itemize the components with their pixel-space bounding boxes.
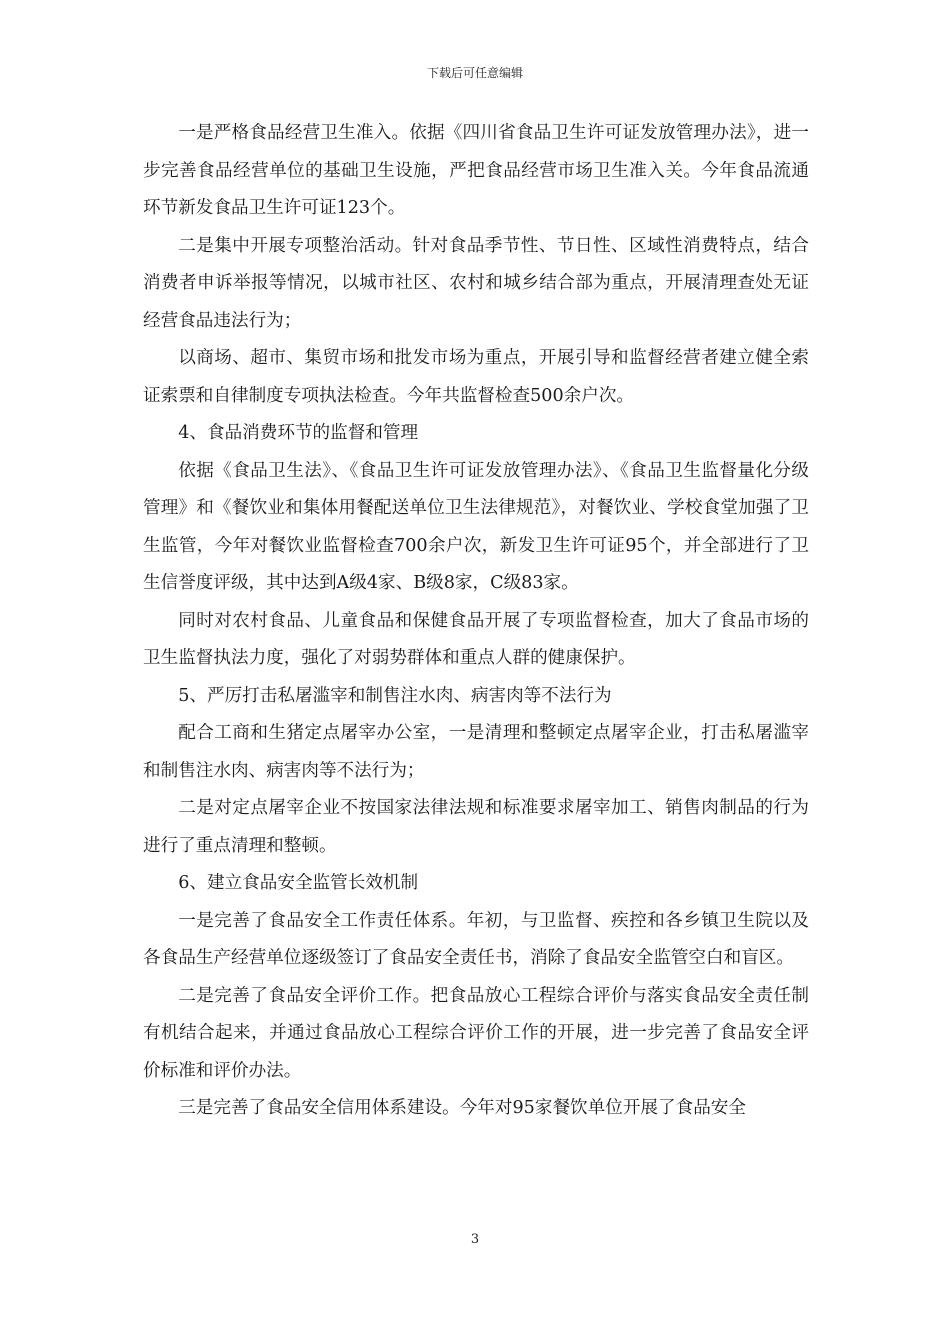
- page-header: 下载后可任意编辑: [426, 66, 523, 80]
- paragraph-9: 二是对定点屠宰企业不按国家法律法规和标准要求屠宰加工、销售肉制品的行为进行了重点清理和整顿。: [143, 798, 809, 856]
- page-number: 3: [470, 1232, 480, 1247]
- section-heading-6: 6、建立食品安全监管长效机制: [178, 873, 419, 893]
- paragraph-12: 二是完善了食品安全评价工作。把食品放心工程综合评价与落实食品安全责任制有机结合起来，并通过食品放心工程综合评价工作的开展，进一步完善了食品安全评价标准和评价办法。: [143, 985, 809, 1081]
- paragraph-8: 配合工商和生猪定点屠宰办公室，一是清理和整顿定点屠宰企业，打击私屠滥宰和制售注水肉、病害肉等不法行为；: [143, 723, 809, 781]
- paragraph-3: 以商场、超市、集贸市场和批发市场为重点，开展引导和监督经营者建立健全索证索票和自律制度专项执法检查。今年共监督检查500余户次。: [143, 348, 809, 406]
- section-heading-5: 5、严厉打击私屠滥宰和制售注水肉、病害肉等不法行为: [178, 685, 612, 706]
- section-heading-4: 4、食品消费环节的监督和管理: [178, 423, 419, 443]
- paragraph-11: 一是完善了食品安全工作责任体系。年初，与卫监督、疾控和各乡镇卫生院以及各食品生产经营单位逐级签订了食品安全责任书，消除了食品安全监管空白和盲区。: [143, 910, 809, 968]
- paragraph-13: 三是完善了食品安全信用体系建设。今年对95家餐饮单位开展了食品安全: [178, 1098, 746, 1118]
- paragraph-2: 二是集中开展专项整治活动。针对食品季节性、节日性、区域性消费特点，结合消费者申诉举报等情况，以城市社区、农村和城乡结合部为重点，开展清理查处无证经营食品违法行为；: [143, 235, 809, 331]
- paragraph-1: 一是严格食品经营卫生准入。依据《四川省食品卫生许可证发放管理办法》，进一步完善食品经营单位的基础卫生设施，严把食品经营市场卫生准入关。今年食品流通环节新发食品卫生许可证123个。: [143, 123, 809, 218]
- paragraph-5: 依据《食品卫生法》、《食品卫生许可证发放管理办法》、《食品卫生监督量化分级管理》和《餐饮业和集体用餐配送单位卫生法律规范》，对餐饮业、学校食堂加强了卫生监管，今年对餐饮业监督检查700余户次，新发卫生许可证95个，并全部进行了卫生信誉度评级，其中达到A级4家、B级8家，C级83家。: [143, 460, 809, 593]
- document-body: [143, 115, 809, 1128]
- paragraph-6: 同时对农村食品、儿童食品和保健食品开展了专项监督检查，加大了食品市场的卫生监督执法力度，强化了对弱势群体和重点人群的健康保护。: [143, 610, 809, 668]
